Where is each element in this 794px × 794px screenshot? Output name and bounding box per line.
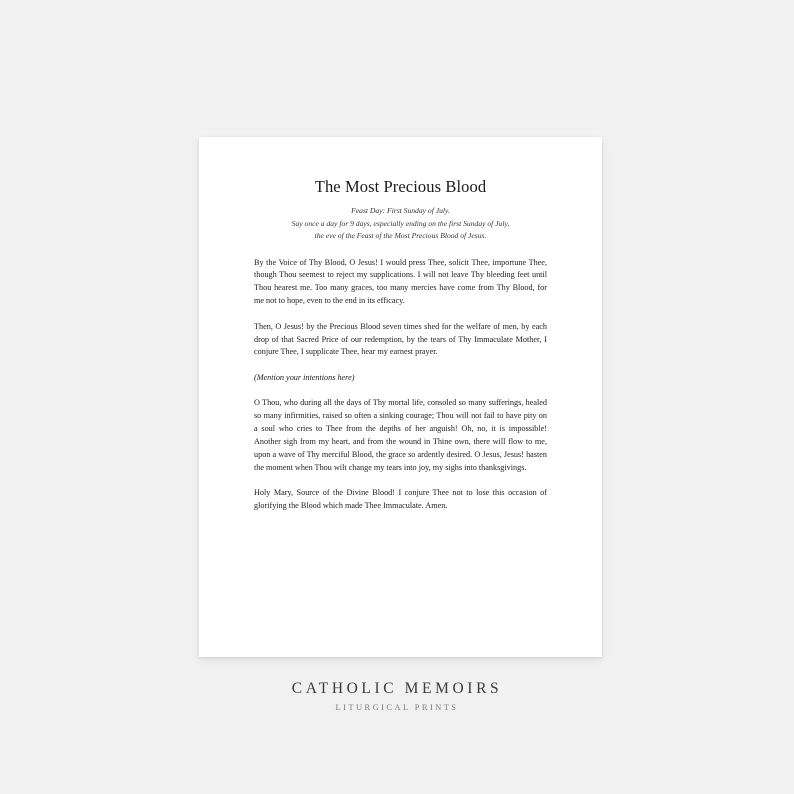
brand-tagline: LITURGICAL PRINTS: [335, 702, 459, 712]
subtitle: [254, 205, 547, 243]
page-title: The Most Precious Blood: [314, 177, 487, 196]
page-content: [254, 177, 547, 526]
subtitle-line: Say once a day for 9 days, especially ending on the first Sunday of July,: [291, 218, 510, 228]
subtitle-line: Feast Day: First Sunday of July.: [351, 206, 450, 215]
subtitle-line: the eve of the Feast of the Most Precious Blood of Jesus.: [314, 231, 487, 240]
printed-page: [199, 137, 602, 657]
prayer-paragraph: By the Voice of Thy Blood, O Jesus! I would press Thee, solicit Thee, importune Thee, though Thou seemest to reject my supplications. I will not leave Thy bleeding feet until Thou hearest me. Too many graces, too many mercies have come from Thy Blood, for me not to hope, even to the end in its efficacy.: [254, 257, 547, 306]
intentions-note: (Mention your intentions here): [254, 372, 355, 382]
prayer-paragraph: O Thou, who during all the days of Thy mortal life, consoled so many sufferings, healed so many infirmities, raised so often a sinking courage; Thou will not fail to have pity on a soul who cries to Thee from the depths of her anguish! Oh, no, it is impossible! Another sigh from my heart, and from the wound in Thine own, there will flow to me, upon a wave of Thy merciful Blood, the grace so ardently desired. O Jesus, Jesus! hasten the moment when Thou wilt change my tears into joy, my sighs into thanksgivings.: [254, 398, 547, 472]
prayer-paragraph: Holy Mary, Source of the Divine Blood! I conjure Thee not to lose this occasion of glorifying the Blood which made Thee Immaculate. Amen.: [254, 488, 547, 511]
prayer-paragraph: Then, O Jesus! by the Precious Blood seven times shed for the welfare of men, by each drop of that Sacred Price of our redemption, by the tears of Thy Immaculate Mother, I conjure Thee, I supplicate Thee, hear my earnest prayer.: [254, 321, 547, 357]
brand-name: CATHOLIC MEMOIRS: [291, 680, 503, 697]
